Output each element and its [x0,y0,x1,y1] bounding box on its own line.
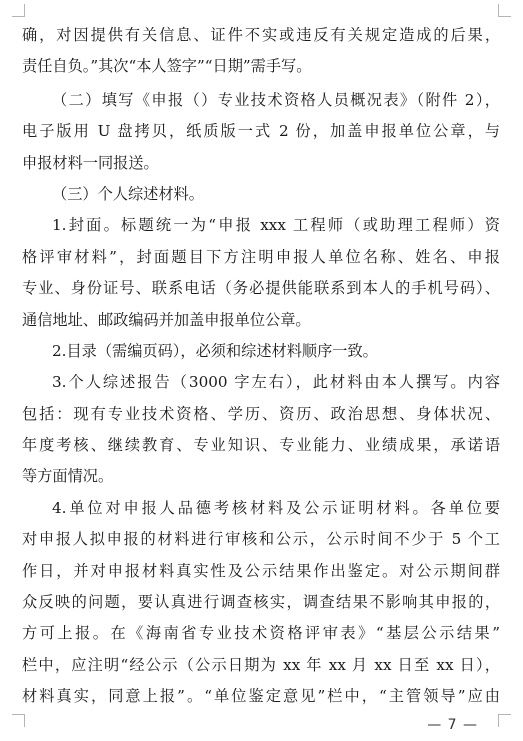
text-line: 对申报人拟申报的材料进行审核和公示，公示时间不少于 5 个工 [22,530,500,549]
section-heading: （三）个人综述材料。 [52,184,204,203]
text-line: 3.个人综述报告（3000 字左右），此材料由本人撰写。内容 [52,373,500,392]
text-line: （二）填写《申报（）专业技术资格人员概况表》（附件 2）， [52,90,500,109]
text-line: 材料真实，同意上报”。“单位鉴定意见”栏中，“主管领导”应由 [22,687,500,706]
text-line: 专业、身份证号、联系电话（务必提供能联系到本人的手机号码）、 [22,279,500,298]
body-text [22,20,500,713]
crop-mark-top-right [498,4,511,17]
text-line: 格评审材料”，封面题目下方注明申报人单位名称、姓名、申报 [22,247,500,266]
text-line: 2.目录（需编页码），必须和综述材料顺序一致。 [52,341,378,360]
text-line: 1.封面。标题统一为“申报 xxx 工程师（或助理工程师）资 [52,216,500,235]
page-number: — 7 — [427,717,478,733]
text-line: 申报材料一同报送。 [22,153,159,172]
text-line: 通信地址、邮政编码并加盖申报单位公章。 [22,310,311,329]
text-line: 包括：现有专业技术资格、学历、资历、政治思想、身体状况、 [22,404,500,423]
text-line: 众反映的问题，要认真进行调查核实，调查结果不影响其申报的， [22,593,500,612]
text-line: 电子版用 U 盘拷贝，纸质版一式 2 份，加盖申报单位公章，与 [22,122,500,141]
text-line: 责任自负。”其次“本人签字”“日期”需手写。 [22,57,312,76]
crop-mark-bottom-left [12,714,25,727]
crop-mark-top-left [12,4,25,17]
text-line: 年度考核、继续教育、专业知识、专业能力、业绩成果，承诺语 [22,436,500,455]
text-line: 确，对因提供有关信息、证件不实或违反有关规定造成的后果， [22,26,500,44]
text-line: 等方面情况。 [22,467,114,486]
text-line: 作日，并对申报材料真实性及公示结果作出鉴定。对公示期间群 [22,561,500,580]
text-line: 4.单位对申报人品德考核材料及公示证明材料。各单位要 [52,498,500,517]
text-line: 栏中，应注明“经公示（公示日期为 xx 年 xx 月 xx 日至 xx 日）， [22,655,500,674]
crop-mark-bottom-right [498,714,511,727]
text-line: 方可上报。在《海南省专业技术资格评审表》“基层公示结果” [22,624,500,643]
